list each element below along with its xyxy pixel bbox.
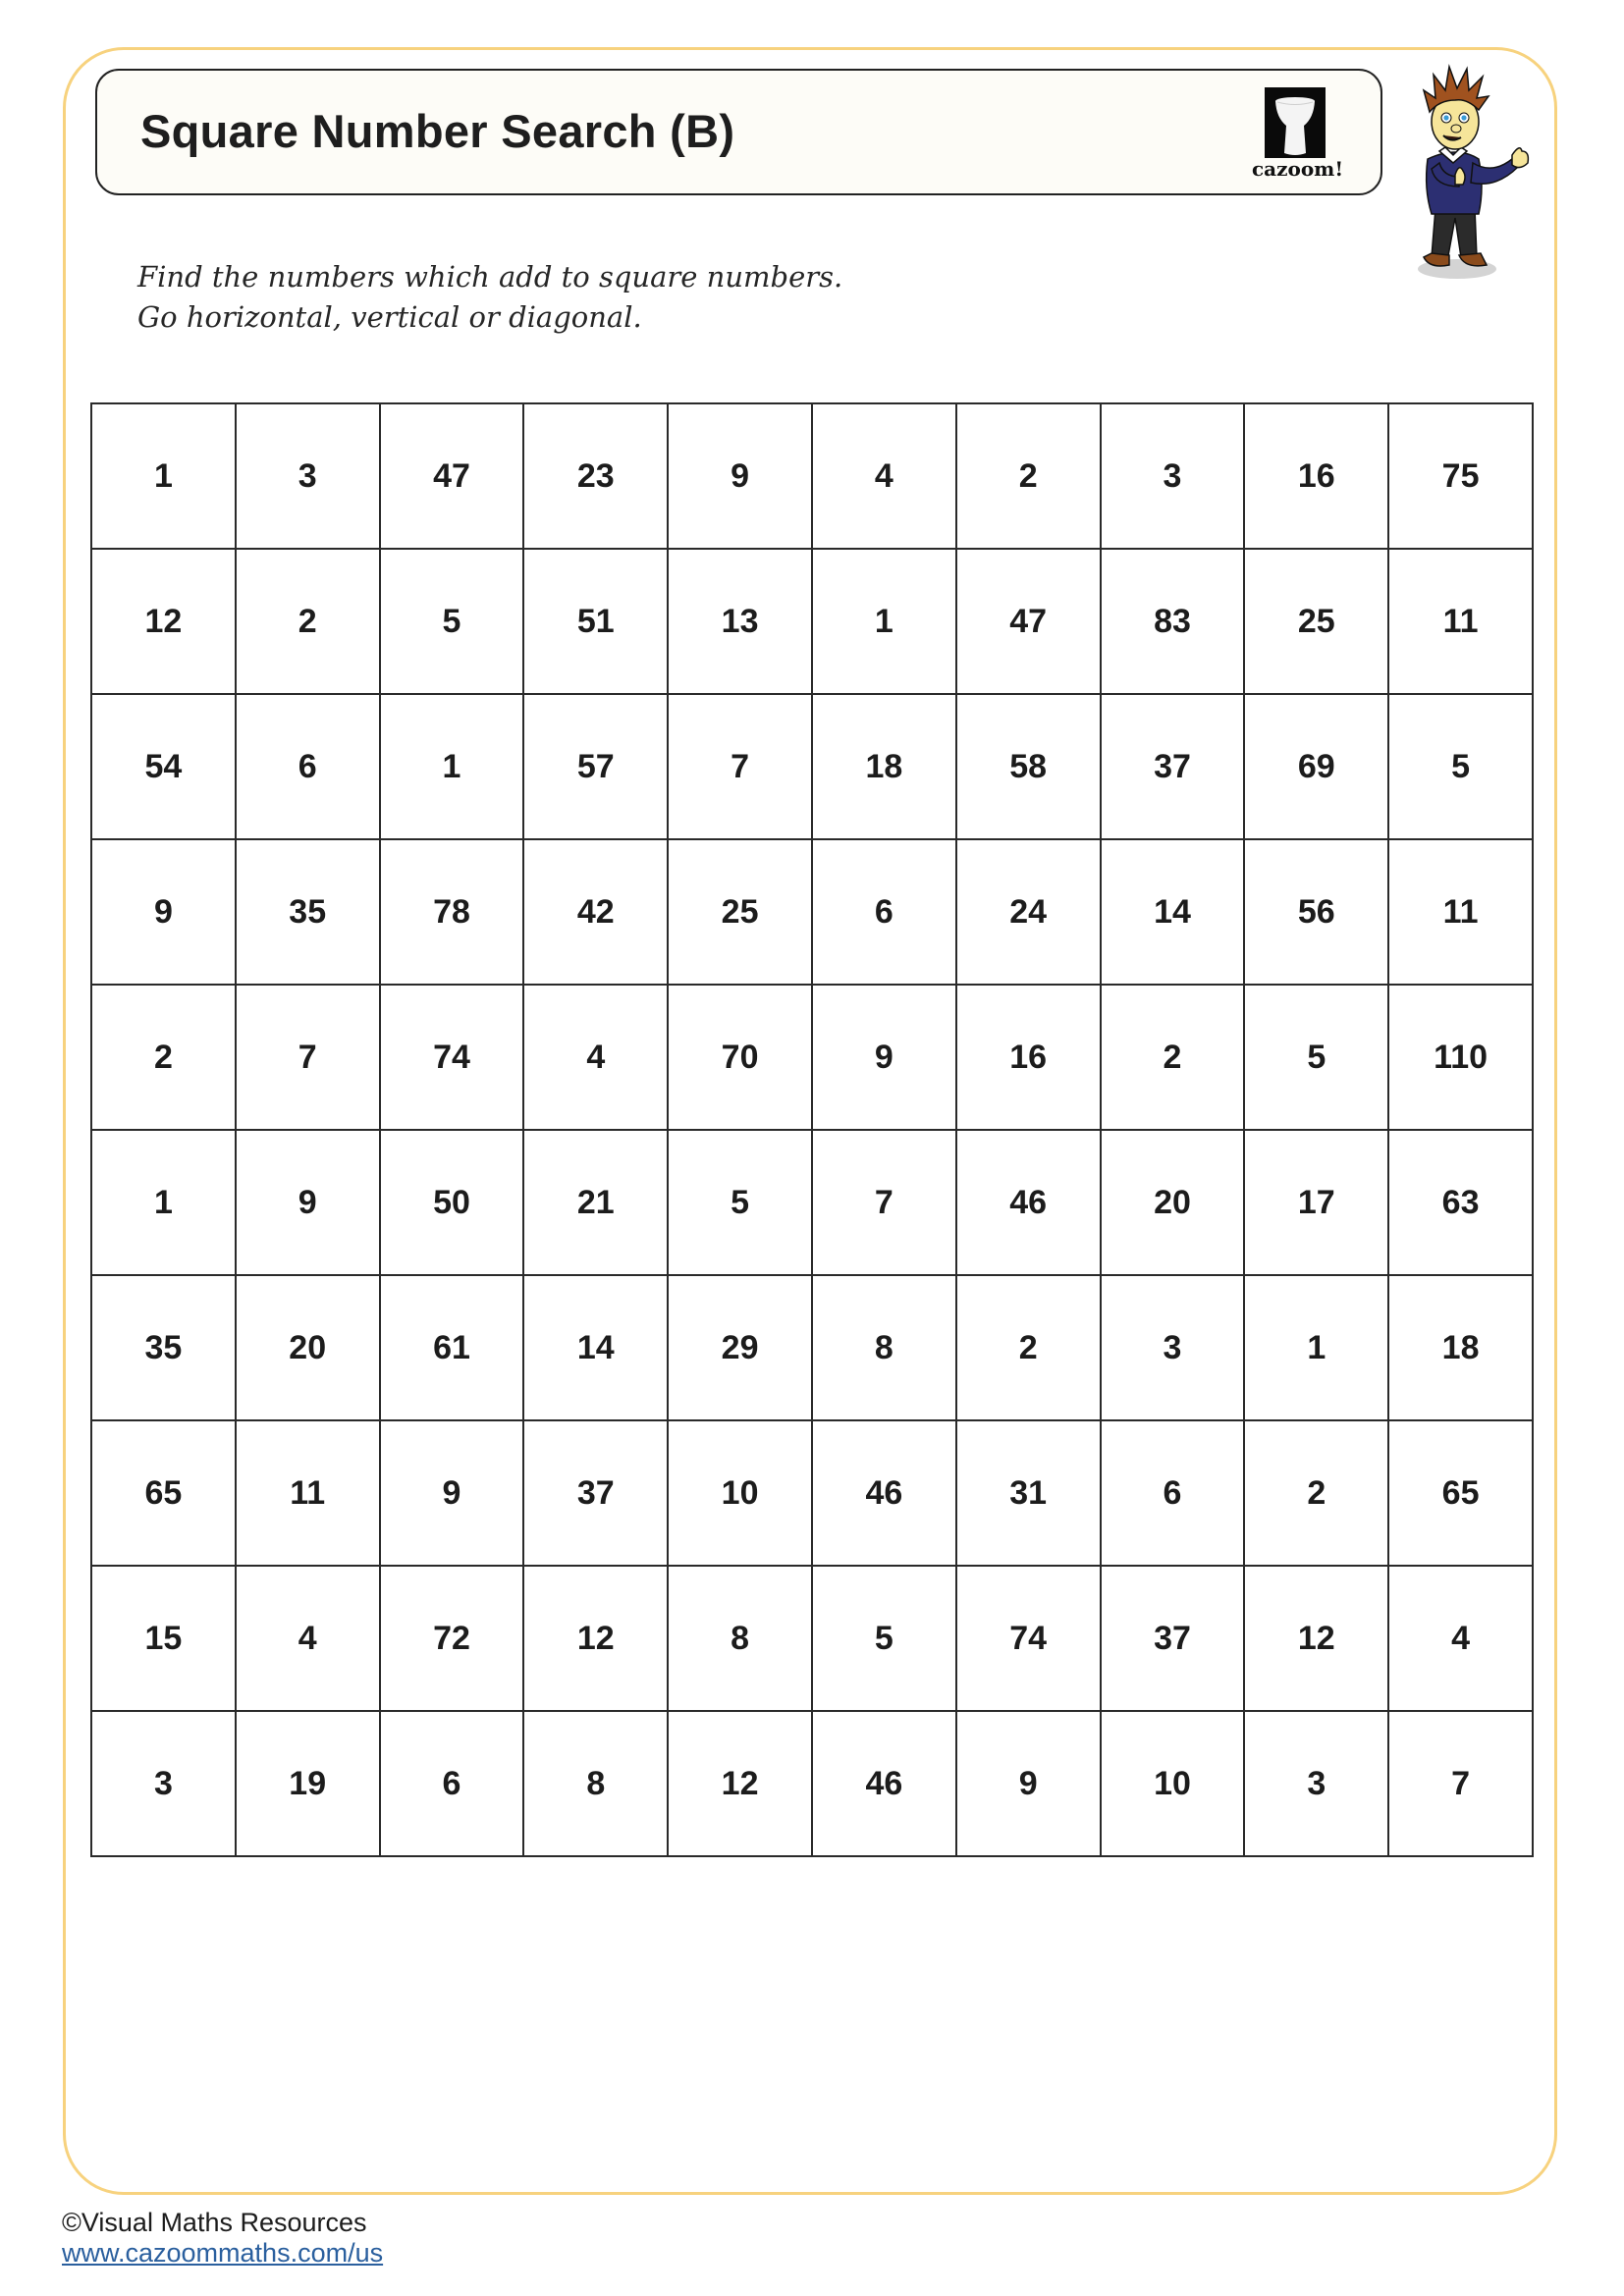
grid-cell[interactable]: 9 [236, 1130, 380, 1275]
grid-cell[interactable]: 24 [956, 839, 1101, 985]
grid-row [91, 694, 1533, 839]
grid-cell[interactable]: 21 [523, 1130, 668, 1275]
grid-cell[interactable]: 3 [91, 1711, 236, 1856]
grid-row [91, 985, 1533, 1130]
grid-cell[interactable]: 12 [1244, 1566, 1388, 1711]
grid-cell[interactable]: 9 [812, 985, 956, 1130]
grid-cell[interactable]: 12 [523, 1566, 668, 1711]
grid-cell[interactable]: 5 [380, 549, 524, 694]
grid-cell[interactable]: 23 [523, 403, 668, 549]
grid-cell[interactable]: 11 [1388, 549, 1533, 694]
grid-cell[interactable]: 6 [380, 1711, 524, 1856]
copyright-text: ©Visual Maths Resources [62, 2208, 367, 2237]
grid-cell[interactable]: 56 [1244, 839, 1388, 985]
grid-cell[interactable]: 3 [1244, 1711, 1388, 1856]
grid-row [91, 1420, 1533, 1566]
grid-cell[interactable]: 16 [1244, 403, 1388, 549]
cazoom-logo [1252, 84, 1354, 183]
grid-cell[interactable]: 18 [812, 694, 956, 839]
grid-cell[interactable]: 9 [956, 1711, 1101, 1856]
grid-cell[interactable]: 16 [956, 985, 1101, 1130]
grid-cell[interactable]: 83 [1101, 549, 1245, 694]
grid-cell[interactable]: 35 [236, 839, 380, 985]
grid-cell[interactable]: 4 [1388, 1566, 1533, 1711]
grid-cell[interactable]: 47 [380, 403, 524, 549]
grid-cell[interactable]: 54 [91, 694, 236, 839]
grid-cell[interactable]: 7 [236, 985, 380, 1130]
grid-cell[interactable]: 2 [956, 1275, 1101, 1420]
grid-cell[interactable]: 50 [380, 1130, 524, 1275]
grid-cell[interactable]: 35 [91, 1275, 236, 1420]
grid-cell[interactable]: 9 [668, 403, 812, 549]
grid-cell[interactable]: 46 [812, 1420, 956, 1566]
grid-cell[interactable]: 1 [91, 403, 236, 549]
logo-text: cazoom! [1252, 157, 1344, 181]
grid-cell[interactable]: 3 [1101, 403, 1245, 549]
grid-cell[interactable]: 25 [668, 839, 812, 985]
grid-row [91, 1566, 1533, 1711]
grid-cell[interactable]: 1 [380, 694, 524, 839]
grid-row [91, 403, 1533, 549]
grid-cell[interactable]: 4 [236, 1566, 380, 1711]
footer [62, 2208, 383, 2269]
grid-cell[interactable]: 5 [812, 1566, 956, 1711]
grid-cell[interactable]: 8 [668, 1566, 812, 1711]
grid-cell[interactable]: 14 [1101, 839, 1245, 985]
grid-cell[interactable]: 10 [1101, 1711, 1245, 1856]
grid-row [91, 549, 1533, 694]
grid-cell[interactable]: 5 [1244, 985, 1388, 1130]
grid-cell[interactable]: 20 [236, 1275, 380, 1420]
grid-cell[interactable]: 3 [236, 403, 380, 549]
grid-cell[interactable]: 25 [1244, 549, 1388, 694]
grid-cell[interactable]: 46 [812, 1711, 956, 1856]
grid-cell[interactable]: 37 [1101, 694, 1245, 839]
grid-cell[interactable]: 10 [668, 1420, 812, 1566]
grid-cell[interactable]: 13 [668, 549, 812, 694]
instruction-line-1: Find the numbers which add to square numbers. [137, 260, 843, 294]
grid-cell[interactable]: 2 [956, 403, 1101, 549]
grid-cell[interactable]: 2 [1101, 985, 1245, 1130]
grid-row [91, 1711, 1533, 1856]
grid-cell[interactable]: 46 [956, 1130, 1101, 1275]
grid-cell[interactable]: 75 [1388, 403, 1533, 549]
grid-cell[interactable]: 15 [91, 1566, 236, 1711]
grid-cell[interactable]: 2 [236, 549, 380, 694]
grid-cell[interactable]: 6 [236, 694, 380, 839]
grid-cell[interactable]: 37 [523, 1420, 668, 1566]
grid-cell[interactable]: 17 [1244, 1130, 1388, 1275]
grid-cell[interactable]: 5 [668, 1130, 812, 1275]
grid-cell[interactable]: 9 [380, 1420, 524, 1566]
grid-cell[interactable]: 37 [1101, 1566, 1245, 1711]
grid-cell[interactable]: 12 [91, 549, 236, 694]
grid-cell[interactable]: 1 [812, 549, 956, 694]
grid-cell[interactable]: 12 [668, 1711, 812, 1856]
drum-logo-icon [1265, 87, 1326, 158]
grid-cell[interactable]: 47 [956, 549, 1101, 694]
header-box [95, 69, 1382, 195]
grid-cell[interactable]: 7 [1388, 1711, 1533, 1856]
grid-cell[interactable]: 65 [91, 1420, 236, 1566]
grid-cell[interactable]: 2 [1244, 1420, 1388, 1566]
grid-cell[interactable]: 65 [1388, 1420, 1533, 1566]
grid-cell[interactable]: 9 [91, 839, 236, 985]
grid-cell[interactable]: 5 [1388, 694, 1533, 839]
grid-cell[interactable]: 42 [523, 839, 668, 985]
grid-cell[interactable]: 57 [523, 694, 668, 839]
grid-cell[interactable]: 63 [1388, 1130, 1533, 1275]
instructions [137, 257, 842, 338]
grid-cell[interactable]: 19 [236, 1711, 380, 1856]
grid-cell[interactable]: 11 [1388, 839, 1533, 985]
grid-cell[interactable]: 72 [380, 1566, 524, 1711]
grid-cell[interactable]: 2 [91, 985, 236, 1130]
number-grid [90, 402, 1534, 1857]
grid-cell[interactable]: 74 [380, 985, 524, 1130]
grid-cell[interactable]: 1 [1244, 1275, 1388, 1420]
website-link[interactable]: www.cazoommaths.com/us [62, 2238, 384, 2268]
grid-cell[interactable]: 18 [1388, 1275, 1533, 1420]
grid-cell[interactable]: 69 [1244, 694, 1388, 839]
grid-cell[interactable]: 29 [668, 1275, 812, 1420]
grid-cell[interactable]: 51 [523, 549, 668, 694]
grid-cell[interactable]: 74 [956, 1566, 1101, 1711]
grid-cell[interactable]: 14 [523, 1275, 668, 1420]
grid-cell[interactable]: 7 [668, 694, 812, 839]
grid-cell[interactable]: 4 [812, 403, 956, 549]
grid-cell[interactable]: 8 [812, 1275, 956, 1420]
drum-icon [1272, 96, 1318, 157]
grid-cell[interactable]: 1 [91, 1130, 236, 1275]
grid-cell[interactable]: 6 [1101, 1420, 1245, 1566]
grid-row [91, 1130, 1533, 1275]
grid-cell[interactable]: 110 [1388, 985, 1533, 1130]
grid-cell[interactable]: 6 [812, 839, 956, 985]
grid-cell[interactable]: 70 [668, 985, 812, 1130]
grid-row [91, 1275, 1533, 1420]
grid-cell[interactable]: 8 [523, 1711, 668, 1856]
page-title: Square Number Search (B) [140, 105, 735, 157]
cartoon-boy-thumbs-up-icon [1410, 61, 1533, 287]
grid-row [91, 839, 1533, 985]
grid-cell[interactable]: 11 [236, 1420, 380, 1566]
grid-cell[interactable]: 31 [956, 1420, 1101, 1566]
grid-cell[interactable]: 4 [523, 985, 668, 1130]
instruction-line-2: Go horizontal, vertical or diagonal. [137, 300, 642, 334]
grid-cell[interactable]: 58 [956, 694, 1101, 839]
grid-cell[interactable]: 20 [1101, 1130, 1245, 1275]
grid-cell[interactable]: 61 [380, 1275, 524, 1420]
grid-cell[interactable]: 3 [1101, 1275, 1245, 1420]
grid-cell[interactable]: 7 [812, 1130, 956, 1275]
grid-cell[interactable]: 78 [380, 839, 524, 985]
